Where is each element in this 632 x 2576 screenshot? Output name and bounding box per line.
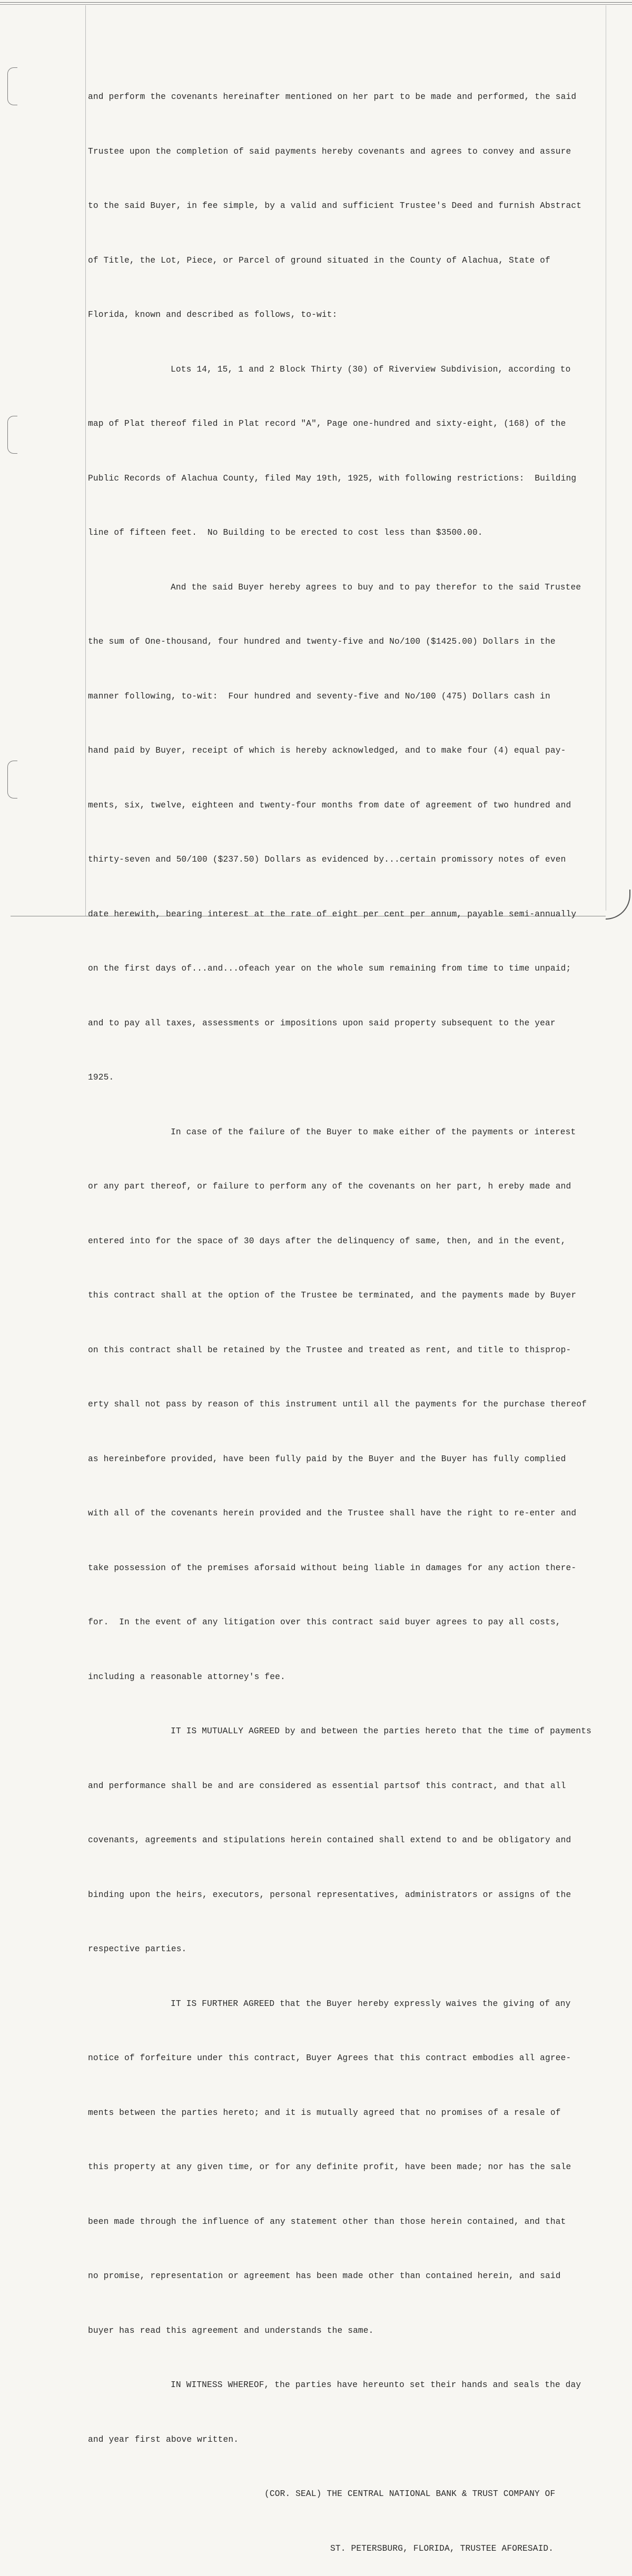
text-line: been made through the influence of any statement other than those herein contained, and that: [88, 2216, 566, 2226]
text-line: the sum of One-thousand, four hundred and twenty-five and No/100 ($1425.00) Dollars in the: [88, 637, 556, 646]
text-line: erty shall not pass by reason of this instrument until all the payments for the purchase thereof: [88, 1400, 587, 1409]
text-line: for. In the event of any litigation over this contract said buyer agrees to pay all costs,: [88, 1618, 561, 1627]
top-border-rule: [0, 2, 632, 5]
text-line: no promise, representation or agreement has been made other than contained herein, and said: [88, 2271, 561, 2281]
text-line: this contract shall at the option of the Trustee be terminated, and the payments made by Buyer: [88, 1291, 577, 1300]
text-line: notice of forfeiture under this contract, Buyer Agrees that this contract embodies all agree-: [88, 2053, 571, 2063]
text-line: on the first days of...and...ofeach year on the whole sum remaining from time to time unpaid;: [88, 964, 571, 973]
text-line: take possession of the premises aforsaid without being liable in damages for any action there-: [88, 1563, 577, 1573]
text-line: including a reasonable attorney's fee.: [88, 1672, 285, 1682]
binder-hole: [7, 67, 17, 105]
text-line: Florida, known and described as follows, to-wit:: [88, 310, 338, 319]
text-line: map of Plat thereof filed in Plat record "A", Page one-hundred and sixty-eight, (168) of the: [88, 419, 566, 428]
text-line: 1925.: [88, 1073, 114, 1082]
binder-hole: [7, 761, 17, 798]
text-line: covenants, agreements and stipulations herein contained shall extend to and be obligatory and: [88, 1835, 571, 1845]
text-line: ments, six, twelve, eighteen and twenty-four months from date of agreement of two hundred and: [88, 800, 571, 810]
text-line: to the said Buyer, in fee simple, by a valid and sufficient Trustee's Deed and furnish Abstract: [88, 201, 582, 211]
page-corner-curl: [606, 890, 630, 920]
left-margin-line: [85, 5, 86, 916]
contract-body: [88, 52, 609, 2576]
text-line: with all of the covenants herein provided and the Trustee shall have the right to re-enter and: [88, 1509, 577, 1518]
text-line: thirty-seven and 50/100 ($237.50) Dollars as evidenced by...certain promissory notes of even: [88, 855, 566, 864]
text-line: manner following, to-wit: Four hundred and seventy-five and No/100 (475) Dollars cash in: [88, 691, 550, 701]
text-line: of Title, the Lot, Piece, or Parcel of ground situated in the County of Alachua, State of: [88, 255, 550, 265]
text-line: ments between the parties hereto; and it is mutually agreed that no promises of a resale of: [88, 2108, 561, 2118]
paragraph-start: And the said Buyer hereby agrees to buy and to pay therefor to the said Trustee: [171, 582, 581, 592]
binder-hole: [7, 416, 17, 454]
text-line: as hereinbefore provided, have been fully paid by the Buyer and the Buyer has fully complied: [88, 1454, 566, 1464]
text-line: respective parties.: [88, 1944, 187, 1954]
text-line: Trustee upon the completion of said payments hereby covenants and agrees to convey and assure: [88, 146, 571, 156]
paragraph-start: IN WITNESS WHEREOF, the parties have hereunto set their hands and seals the day: [171, 2380, 581, 2390]
text-line: hand paid by Buyer, receipt of which is hereby acknowledged, and to make four (4) equal pay-: [88, 746, 566, 755]
text-line: on this contract shall be retained by the Trustee and treated as rent, and title to thisprop-: [88, 1345, 571, 1355]
text-line: and year first above written.: [88, 2434, 239, 2444]
text-line: Public Records of Alachua County, filed May 19th, 1925, with following restrictions: Building: [88, 473, 577, 483]
text-line: entered into for the space of 30 days after the delinquency of same, then, and in the event,: [88, 1236, 566, 1246]
paragraph-start: Lots 14, 15, 1 and 2 Block Thirty (30) of Riverview Subdivision, according to: [171, 364, 571, 374]
signature-line: ST. PETERSBURG, FLORIDA, TRUSTEE AFORESAID.: [330, 2543, 554, 2553]
text-line: line of fifteen feet. No Building to be erected to cost less than $3500.00.: [88, 528, 483, 537]
text-line: and performance shall be and are considered as essential partsof this contract, and that all: [88, 1781, 566, 1791]
text-line: or any part thereof, or failure to perform any of the covenants on her part, h ereby made and: [88, 1182, 571, 1191]
signature-line: (COR. SEAL) THE CENTRAL NATIONAL BANK & TRUST COMPANY OF: [264, 2489, 556, 2499]
text-line: this property at any given time, or for any definite profit, have been made; nor has the sale: [88, 2162, 571, 2172]
text-line: binding upon the heirs, executors, personal representatives, administrators or assigns of the: [88, 1890, 571, 1900]
text-line: and to pay all taxes, assessments or impositions upon said property subsequent to the year: [88, 1018, 556, 1028]
paragraph-start: IT IS MUTUALLY AGREED by and between the parties hereto that the time of payments: [171, 1726, 591, 1736]
text-line: buyer has read this agreement and understands the same.: [88, 2325, 374, 2335]
text-line: and perform the covenants hereinafter mentioned on her part to be made and performed, the said: [88, 92, 577, 102]
text-line: date herewith, bearing interest at the rate of eight per cent per annum, payable semi-annually: [88, 909, 577, 919]
paragraph-start: In case of the failure of the Buyer to make either of the payments or interest: [171, 1127, 576, 1137]
paragraph-start: IT IS FURTHER AGREED that the Buyer hereby expressly waives the giving of any: [171, 1999, 571, 2009]
